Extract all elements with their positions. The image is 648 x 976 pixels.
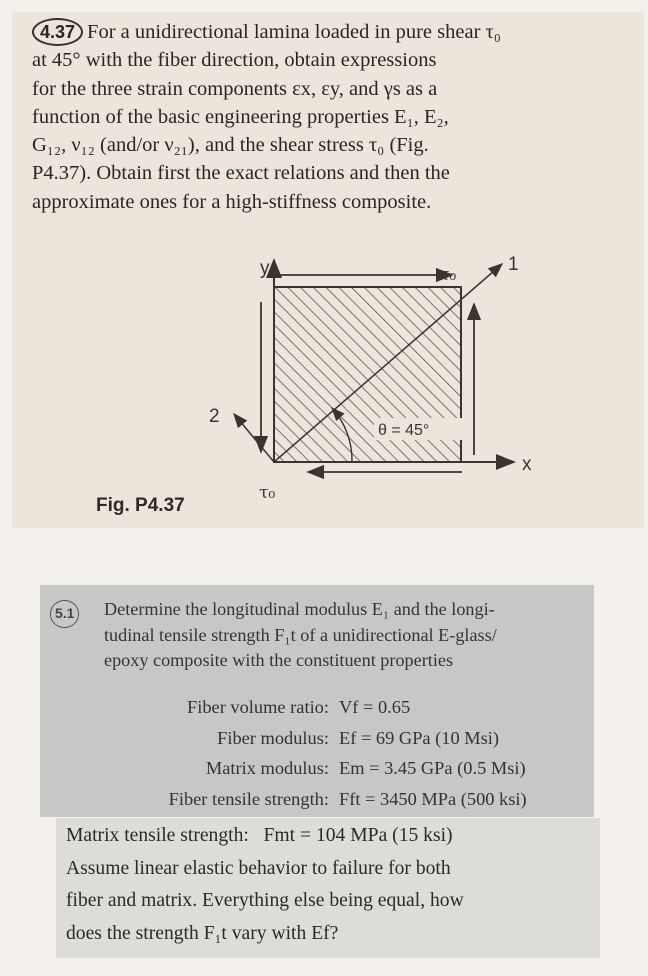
problem-line: P4.37). Obtain first the exact relations and then the — [32, 162, 450, 185]
problem-number: 5.1 — [50, 600, 79, 628]
problem-line: function of the basic engineering properties E₁, E₂, — [32, 105, 449, 128]
problem-line: For a unidirectional lamina loaded in pure shear τ₀ — [87, 21, 501, 43]
intro-line: Determine the longitudinal modulus E₁ and the longi- — [104, 599, 495, 619]
property-row — [40, 789, 594, 813]
problem-line: G₁₂, ν₁₂ (and/or ν₂₁), and the shear stress τ₀ (Fig. — [32, 134, 429, 157]
figure-caption: Fig. P4.37 — [96, 495, 185, 516]
problem-5-1-continuation-panel — [56, 818, 600, 958]
property-row — [40, 758, 594, 782]
property-label: Fiber modulus: — [217, 728, 329, 748]
continuation-line: fiber and matrix. Everything else being equal, how — [66, 890, 464, 912]
property-label: Fiber volume ratio: — [187, 697, 329, 717]
x-axis-label: x — [522, 454, 532, 475]
problem-5-1-continuation-text — [66, 820, 596, 951]
transverse-axis-2 — [234, 414, 274, 462]
continuation-line: does the strength F₁t vary with Ef? — [66, 923, 339, 945]
problem-line: at 45° with the fiber direction, obtain expressions — [32, 49, 437, 72]
shear-lamina-diagram — [12, 12, 644, 528]
axis-1-label: 1 — [508, 254, 519, 275]
property-value: Ef = 69 GPa (10 Msi) — [339, 728, 500, 748]
property-label: Fiber tensile strength: — [168, 789, 329, 809]
problem-number: 4.37 — [32, 18, 83, 46]
problem-4-37-panel — [12, 12, 644, 528]
problem-5-1-intro — [55, 597, 582, 674]
property-value: Fft = 3450 MPa (500 ksi) — [339, 789, 527, 809]
tau-bottom-label: τ₀ — [259, 483, 276, 503]
property-value: Vf = 0.65 — [339, 697, 411, 717]
problem-5-1-panel — [40, 585, 594, 817]
intro-line: epoxy composite with the constituent properties — [104, 650, 454, 670]
problem-line: for the three strain components εx, εy, and γs as a — [32, 77, 438, 100]
property-row — [40, 728, 594, 752]
tau-top-label: τ₀ — [440, 265, 457, 285]
continuation-line: Matrix tensile strength: Fmt = 104 MPa (15 ksi) — [66, 825, 453, 846]
axis-2-label: 2 — [209, 406, 220, 427]
y-axis-label: y — [260, 258, 270, 279]
problem-line: approximate ones for a high-stiffness composite. — [32, 190, 432, 213]
angle-label: θ = 45° — [378, 422, 430, 439]
property-label: Matrix modulus: — [205, 758, 329, 778]
property-value: Em = 3.45 GPa (0.5 Msi) — [339, 758, 526, 778]
continuation-line: Assume linear elastic behavior to failure for both — [66, 857, 451, 879]
property-row — [40, 697, 594, 721]
intro-line: tudinal tensile strength F₁t of a unidirectional E-glass/ — [104, 624, 497, 645]
